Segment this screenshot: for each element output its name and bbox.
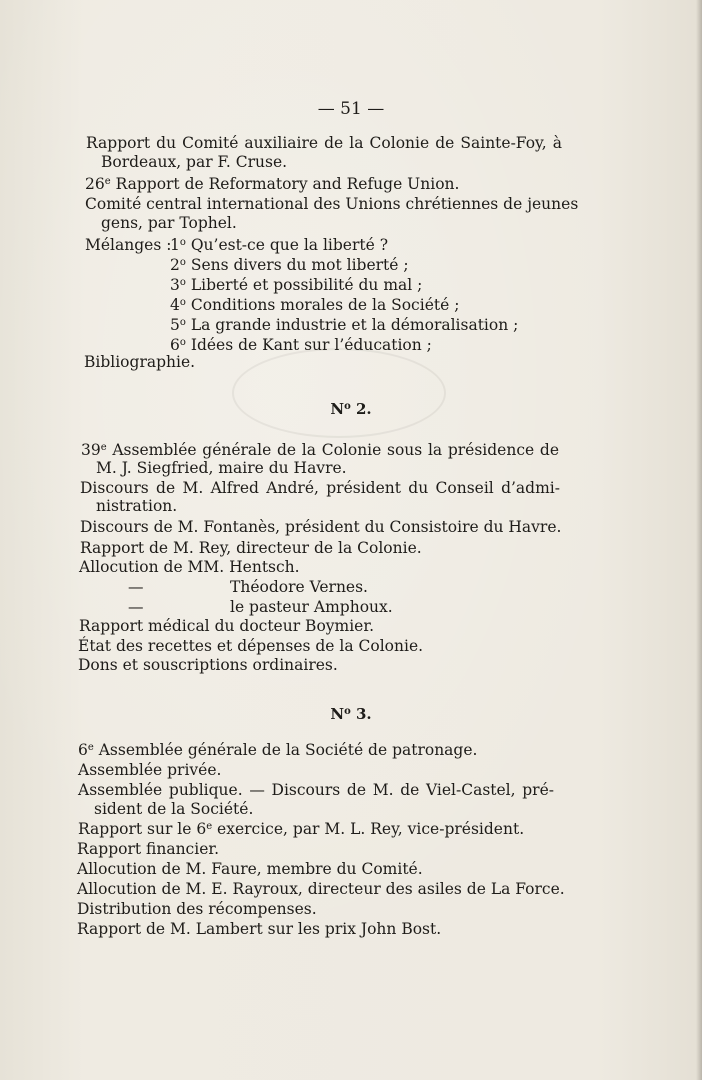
melanges-label: Mélanges : [85,236,172,254]
ditto-dash: — [128,598,144,616]
faded-stamp [232,348,446,438]
list-item: 6$^o$ Idées de Kant sur l’éducation ; [170,336,432,354]
text-line: Allocution de M. E. Rayroux, directeur des asiles de La Force. [77,880,565,898]
text-line: Rapport sur le 6e exercice, par M. L. Rey, vice-président. [78,820,525,838]
list-item: 5$^o$ La grande industrie et la démoralisation ; [170,316,519,334]
text-line: gens, par Tophel. [101,214,237,232]
text-line: Allocution de M. Faure, membre du Comité. [77,860,423,878]
page-number: — 51 — [317,99,385,119]
section-heading: $N^o$ 2. [330,400,372,418]
ditto-dash: — [128,578,144,596]
page-edge-shadow [696,0,702,1080]
text-line: Assemblée publique. — Discours de M. de Viel-Castel, pré- [78,781,554,799]
text-line: Rapport du Comité auxiliaire de la Colonie de Sainte-Foy, à [86,134,562,152]
text-line: Allocution de MM. Hentsch. [79,558,300,576]
text-line: Assemblée privée. [78,761,222,779]
text-line: Comité central international des Unions chrétiennes de jeunes [85,195,579,213]
text-line: 26e Rapport de Reformatory and Refuge Union. [85,175,460,193]
list-item: 3$^o$ Liberté et possibilité du mal ; [170,276,423,294]
text-line: Bordeaux, par F. Cruse. [101,153,288,171]
list-item: 1$^o$ Qu’est-ce que la liberté ? [170,236,389,254]
text-line: Théodore Vernes. [230,578,368,596]
text-line: M. J. Siegfried, maire du Havre. [96,459,347,477]
text-line: le pasteur Amphoux. [230,598,393,616]
text-line: Dons et souscriptions ordinaires. [78,656,338,674]
text-line: Rapport de M. Lambert sur les prix John Bost. [77,920,442,938]
text-line: Rapport médical du docteur Boymier. [79,617,374,635]
text-line: nistration. [96,497,178,515]
text-line: Distribution des récompenses. [77,900,317,918]
section-heading: $N^o$ 3. [330,705,372,723]
text-line: Discours de M. Alfred André, président du Conseil d’admi- [80,479,560,497]
text-line: État des recettes et dépenses de la Colonie. [78,637,424,655]
list-item: 4$^o$ Conditions morales de la Société ; [170,296,460,314]
text-line: Discours de M. Fontanès, président du Consistoire du Havre. [80,518,562,536]
list-item: 2$^o$ Sens divers du mot liberté ; [170,256,409,274]
text-line: sident de la Société. [94,800,254,818]
text-line: Rapport de M. Rey, directeur de la Colonie. [80,539,422,557]
text-line: 6e Assemblée générale de la Société de patronage. [78,741,478,759]
text-line: Rapport financier. [77,840,219,858]
text-line: 39e Assemblée générale de la Colonie sous la présidence de [81,441,559,459]
text-line: Bibliographie. [84,353,196,371]
